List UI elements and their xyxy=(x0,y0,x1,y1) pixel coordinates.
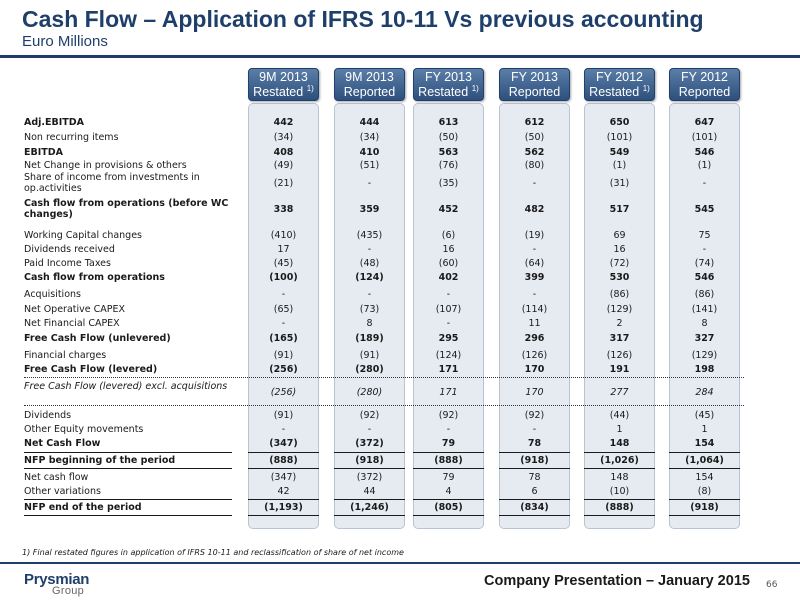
table-cell: 546 xyxy=(694,272,715,283)
column-header-9m-2013-restated xyxy=(248,68,319,101)
table-cell: (280) xyxy=(355,364,384,375)
cell-rule xyxy=(584,468,655,469)
cell-rule xyxy=(413,468,484,469)
column-header-basis xyxy=(670,85,739,100)
table-cell: (888) xyxy=(434,455,463,466)
table-cell: (256) xyxy=(269,364,298,375)
table-cell: (86) xyxy=(694,289,715,300)
table-cell: (410) xyxy=(270,230,297,241)
row-label: EBITDA xyxy=(24,147,63,158)
column-header-basis-text: Restated xyxy=(253,85,304,99)
logo-wordmark: Prysmian xyxy=(24,571,90,588)
cell-rule xyxy=(584,499,655,500)
column-header-fy-2013-reported xyxy=(499,68,570,101)
table-cell: (92) xyxy=(359,410,380,421)
table-cell: (65) xyxy=(273,304,294,315)
row-label: Acquisitions xyxy=(24,289,81,300)
table-cell: 78 xyxy=(527,438,542,449)
table-cell: 612 xyxy=(524,117,545,128)
table-cell: (1,026) xyxy=(600,455,639,466)
cell-rule xyxy=(413,515,484,516)
row-label: NFP end of the period xyxy=(24,502,142,513)
table-cell: (347) xyxy=(269,438,298,449)
footnote-marker: 1) xyxy=(471,83,479,93)
table-cell: (189) xyxy=(355,333,384,344)
row-rule xyxy=(24,499,232,500)
footnote: 1) Final restated figures in application of IFRS 10-11 and reclassification of share of net income xyxy=(22,548,404,557)
table-cell: 517 xyxy=(609,204,630,215)
table-cell: - xyxy=(532,424,537,435)
table-cell: (35) xyxy=(438,178,459,189)
table-cell: (91) xyxy=(273,410,294,421)
table-cell: 154 xyxy=(695,472,714,483)
page-number: 66 xyxy=(766,580,778,590)
table-cell: (280) xyxy=(356,387,383,398)
table-cell: (918) xyxy=(520,455,549,466)
table-cell: 170 xyxy=(524,364,545,375)
table-cell: - xyxy=(367,424,372,435)
table-cell: (49) xyxy=(273,160,294,171)
table-cell: 530 xyxy=(609,272,630,283)
footnote-marker: 1) xyxy=(306,83,314,93)
title-divider xyxy=(0,55,800,58)
cell-rule xyxy=(413,452,484,453)
column-header-period: FY 2013 xyxy=(424,70,473,84)
dotted-divider xyxy=(24,377,744,378)
row-label: NFP beginning of the period xyxy=(24,455,176,466)
row-label: Cash flow from operations xyxy=(24,272,165,283)
table-cell: (141) xyxy=(691,304,718,315)
table-cell: (91) xyxy=(359,350,380,361)
table-cell: 44 xyxy=(363,486,376,497)
table-cell: (50) xyxy=(524,132,545,143)
table-cell: (101) xyxy=(691,132,718,143)
table-cell: - xyxy=(702,178,707,189)
table-cell: (34) xyxy=(273,132,294,143)
table-cell: 148 xyxy=(609,438,630,449)
table-cell: 402 xyxy=(438,272,459,283)
table-cell: 359 xyxy=(359,204,380,215)
cell-rule xyxy=(499,515,570,516)
cell-rule xyxy=(248,515,319,516)
cell-rule xyxy=(669,499,740,500)
table-cell: (1,193) xyxy=(264,502,303,513)
table-cell: 546 xyxy=(694,147,715,158)
row-rule xyxy=(24,452,232,453)
row-label: Cash flow from operations (before WC changes) xyxy=(24,198,229,220)
row-label: Net cash flow xyxy=(24,472,89,483)
column-header-basis xyxy=(585,85,654,100)
row-label: Free Cash Flow (levered) xyxy=(24,364,158,375)
column-header-period: FY 2012 xyxy=(595,70,644,84)
table-cell: - xyxy=(281,318,286,329)
column-header-basis xyxy=(249,85,318,100)
row-label: Other Equity movements xyxy=(24,424,144,435)
table-cell: - xyxy=(532,289,537,300)
cell-rule xyxy=(669,515,740,516)
table-cell: 1 xyxy=(701,424,708,435)
table-cell: (10) xyxy=(609,486,630,497)
row-label: Net Financial CAPEX xyxy=(24,318,120,329)
row-rule xyxy=(24,468,232,469)
table-cell: 69 xyxy=(613,230,626,241)
table-cell: 408 xyxy=(273,147,294,158)
cell-rule xyxy=(584,452,655,453)
column-header-period: FY 2013 xyxy=(510,70,559,84)
column-header-basis-text: Reported xyxy=(508,85,561,99)
table-cell: 338 xyxy=(273,204,294,215)
column-header-basis xyxy=(500,85,569,100)
column-header-fy-2012-reported xyxy=(669,68,740,101)
table-cell: 191 xyxy=(609,364,630,375)
table-cell: (45) xyxy=(273,258,294,269)
table-cell: (72) xyxy=(609,258,630,269)
table-cell: 42 xyxy=(277,486,290,497)
table-cell: 452 xyxy=(438,204,459,215)
table-cell: (1,064) xyxy=(685,455,724,466)
table-cell: (256) xyxy=(270,387,297,398)
cell-rule xyxy=(248,452,319,453)
table-cell: 327 xyxy=(694,333,715,344)
row-label: Net Cash Flow xyxy=(24,438,101,449)
table-cell: (73) xyxy=(359,304,380,315)
row-label: Other variations xyxy=(24,486,101,497)
row-rule xyxy=(24,515,232,516)
row-label: Net Operative CAPEX xyxy=(24,304,125,315)
table-cell: - xyxy=(281,424,286,435)
table-cell: 444 xyxy=(359,117,380,128)
table-cell: - xyxy=(702,244,707,255)
table-cell: - xyxy=(446,289,451,300)
cell-rule xyxy=(584,515,655,516)
table-cell: 11 xyxy=(528,318,541,329)
table-cell: (107) xyxy=(435,304,462,315)
table-cell: (1,246) xyxy=(350,502,389,513)
column-header-period: 9M 2013 xyxy=(259,70,308,84)
table-cell: 410 xyxy=(359,147,380,158)
row-label: Net Change in provisions & others xyxy=(24,160,187,171)
table-cell: (888) xyxy=(269,455,298,466)
table-cell: 317 xyxy=(609,333,630,344)
row-label: Share of income from investments in op.activities xyxy=(24,172,200,194)
cell-rule xyxy=(669,452,740,453)
table-cell: (372) xyxy=(356,472,383,483)
column-header-9m-2013-reported xyxy=(334,68,405,101)
table-cell: 75 xyxy=(698,230,711,241)
table-cell: (918) xyxy=(690,502,719,513)
table-cell: (347) xyxy=(270,472,297,483)
presentation-title: Company Presentation – January 2015 xyxy=(484,573,750,589)
table-cell: 16 xyxy=(613,244,626,255)
table-cell: 148 xyxy=(610,472,629,483)
table-cell: (165) xyxy=(269,333,298,344)
table-cell: 198 xyxy=(694,364,715,375)
table-cell: 6 xyxy=(531,486,538,497)
table-cell: 563 xyxy=(438,147,459,158)
table-cell: - xyxy=(281,289,286,300)
table-cell: - xyxy=(532,244,537,255)
table-cell: (834) xyxy=(520,502,549,513)
table-cell: (805) xyxy=(434,502,463,513)
table-cell: 647 xyxy=(694,117,715,128)
row-label: Free Cash Flow (levered) excl. acquisitions xyxy=(24,381,228,392)
table-cell: (74) xyxy=(694,258,715,269)
table-cell: 4 xyxy=(445,486,452,497)
table-cell: 482 xyxy=(524,204,545,215)
table-cell: 8 xyxy=(701,318,708,329)
table-cell: 1 xyxy=(616,424,623,435)
company-logo xyxy=(24,571,104,597)
row-label: Dividends received xyxy=(24,244,115,255)
column-header-period: FY 2012 xyxy=(680,70,729,84)
table-cell: 613 xyxy=(438,117,459,128)
column-header-period: 9M 2013 xyxy=(345,70,394,84)
column-header-fy-2013-restated xyxy=(413,68,484,101)
cell-rule xyxy=(499,468,570,469)
table-cell: (51) xyxy=(359,160,380,171)
table-cell: 2 xyxy=(616,318,623,329)
slide-subtitle: Euro Millions xyxy=(22,33,108,50)
table-cell: (129) xyxy=(606,304,633,315)
table-cell: (372) xyxy=(355,438,384,449)
table-cell: 650 xyxy=(609,117,630,128)
table-cell: (124) xyxy=(355,272,384,283)
table-cell: (918) xyxy=(355,455,384,466)
slide-title: Cash Flow – Application of IFRS 10-11 Vs previous accounting xyxy=(22,6,704,32)
table-cell: (124) xyxy=(435,350,462,361)
column-header-fy-2012-restated xyxy=(584,68,655,101)
table-cell: (60) xyxy=(438,258,459,269)
table-cell: (19) xyxy=(524,230,545,241)
table-cell: (50) xyxy=(438,132,459,143)
cell-rule xyxy=(334,468,405,469)
footnote-marker: 1) xyxy=(642,83,650,93)
table-cell: 284 xyxy=(695,387,714,398)
row-label: Adj.EBITDA xyxy=(24,117,85,128)
table-cell: (1) xyxy=(612,160,627,171)
table-cell: (92) xyxy=(438,410,459,421)
table-cell: (31) xyxy=(609,178,630,189)
table-cell: 277 xyxy=(610,387,629,398)
row-label: Working Capital changes xyxy=(24,230,143,241)
row-label: Free Cash Flow (unlevered) xyxy=(24,333,171,344)
row-label: Financial charges xyxy=(24,350,107,361)
column-header-basis-text: Restated xyxy=(418,85,469,99)
cell-rule xyxy=(499,499,570,500)
cell-rule xyxy=(334,499,405,500)
row-label: Dividends xyxy=(24,410,72,421)
table-cell: - xyxy=(367,178,372,189)
table-cell: (86) xyxy=(609,289,630,300)
row-label: Paid Income Taxes xyxy=(24,258,111,269)
table-cell: - xyxy=(367,289,372,300)
table-cell: 399 xyxy=(524,272,545,283)
table-cell: - xyxy=(446,424,451,435)
cell-rule xyxy=(669,468,740,469)
table-cell: (44) xyxy=(609,410,630,421)
table-cell: (126) xyxy=(606,350,633,361)
table-cell: (80) xyxy=(524,160,545,171)
table-cell: 170 xyxy=(525,387,544,398)
column-header-basis-text: Reported xyxy=(678,85,731,99)
cell-rule xyxy=(413,499,484,500)
table-cell: (114) xyxy=(521,304,548,315)
table-cell: (92) xyxy=(524,410,545,421)
table-cell: (435) xyxy=(356,230,383,241)
table-cell: 8 xyxy=(366,318,373,329)
cell-rule xyxy=(334,515,405,516)
cell-rule xyxy=(499,452,570,453)
table-cell: 562 xyxy=(524,147,545,158)
table-cell: (64) xyxy=(524,258,545,269)
table-cell: 17 xyxy=(277,244,290,255)
table-cell: - xyxy=(367,244,372,255)
table-cell: - xyxy=(532,178,537,189)
table-cell: (91) xyxy=(273,350,294,361)
table-cell: 171 xyxy=(438,364,459,375)
table-cell: (888) xyxy=(605,502,634,513)
table-cell: (126) xyxy=(521,350,548,361)
table-cell: 545 xyxy=(694,204,715,215)
table-cell: (129) xyxy=(691,350,718,361)
cell-rule xyxy=(334,452,405,453)
table-cell: 549 xyxy=(609,147,630,158)
table-cell: (48) xyxy=(359,258,380,269)
dotted-divider xyxy=(24,405,744,406)
logo-subtext: Group xyxy=(52,585,85,597)
table-cell: 154 xyxy=(694,438,715,449)
table-cell: (100) xyxy=(269,272,298,283)
table-cell: 79 xyxy=(441,438,456,449)
table-cell: (45) xyxy=(694,410,715,421)
table-cell: - xyxy=(446,318,451,329)
column-header-basis xyxy=(335,85,404,100)
footer-divider xyxy=(0,562,800,564)
table-cell: (8) xyxy=(697,486,712,497)
column-header-basis-text: Reported xyxy=(343,85,396,99)
table-cell: 171 xyxy=(439,387,458,398)
table-cell: (6) xyxy=(441,230,456,241)
row-label: Non recurring items xyxy=(24,132,119,143)
cell-rule xyxy=(248,499,319,500)
table-cell: 295 xyxy=(438,333,459,344)
table-cell: (34) xyxy=(359,132,380,143)
table-cell: 16 xyxy=(442,244,455,255)
table-cell: (101) xyxy=(606,132,633,143)
cell-rule xyxy=(248,468,319,469)
table-cell: (21) xyxy=(273,178,294,189)
table-cell: 79 xyxy=(442,472,455,483)
table-cell: (1) xyxy=(697,160,712,171)
column-header-basis xyxy=(414,85,483,100)
table-cell: (76) xyxy=(438,160,459,171)
table-cell: 78 xyxy=(528,472,541,483)
table-cell: 296 xyxy=(524,333,545,344)
column-header-basis-text: Restated xyxy=(589,85,640,99)
table-cell: 442 xyxy=(273,117,294,128)
